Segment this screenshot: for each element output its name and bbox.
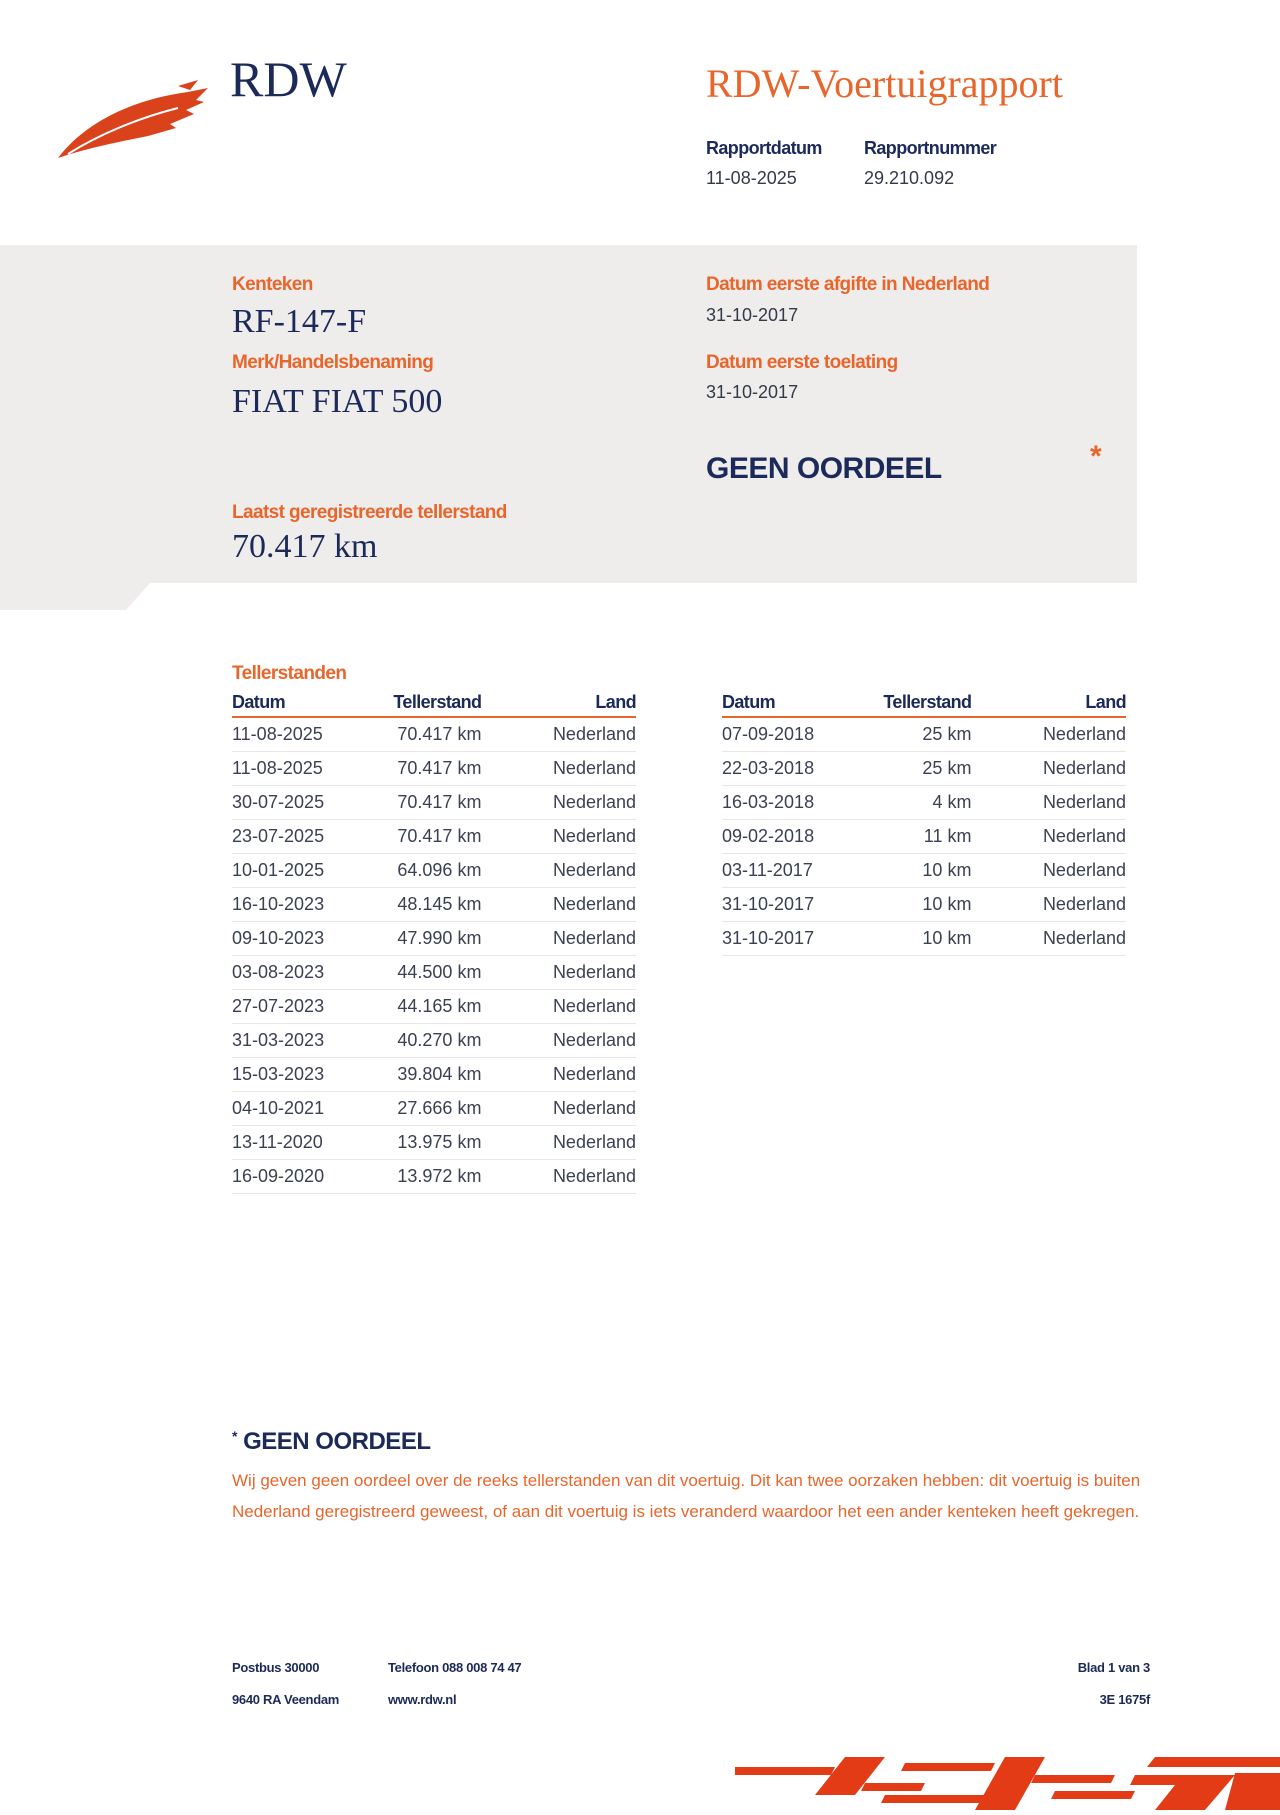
column-header-country: Land (527, 690, 636, 717)
cell-reading: 39.804 km (352, 1058, 527, 1092)
report-title: RDW-Voertuigrapport (706, 61, 1063, 106)
cell-date: 11-08-2025 (232, 717, 352, 752)
report-date-label: Rapportdatum (706, 138, 822, 158)
cell-date: 31-10-2017 (722, 888, 842, 922)
cell-country: Nederland (527, 820, 636, 854)
make-value: FIAT FIAT 500 (232, 383, 443, 420)
column-header-country: Land (1017, 690, 1126, 717)
cell-country: Nederland (527, 1024, 636, 1058)
table-row (232, 717, 636, 752)
cell-date: 22-03-2018 (722, 752, 842, 786)
cell-date: 11-08-2025 (232, 752, 352, 786)
cell-reading: 13.972 km (352, 1160, 527, 1194)
cell-date: 31-03-2023 (232, 1024, 352, 1058)
footnote-text: Wij geven geen oordeel over de reeks tellerstanden van dit voertuig. Dit kan twee oorzaken hebben: dit voertuig is buiten Nederland geregistreerd geweest, of aan dit voertuig is iets veranderd waardoor het een ander kenteken heeft gekregen. (232, 1471, 1141, 1521)
cell-date: 16-09-2020 (232, 1160, 352, 1194)
first-admission-label: Datum eerste toelating (706, 352, 898, 373)
verdict-marker: * (1090, 440, 1102, 473)
table-row (232, 956, 636, 990)
cell-date: 23-07-2025 (232, 820, 352, 854)
table-row (232, 786, 636, 820)
table-header-row (722, 690, 1126, 717)
cell-reading: 48.145 km (352, 888, 527, 922)
cell-country: Nederland (1017, 888, 1126, 922)
report-number-label: Rapportnummer (864, 138, 997, 158)
cell-country: Nederland (1017, 922, 1126, 956)
cell-reading: 4 km (842, 786, 1017, 820)
cell-country: Nederland (1017, 786, 1126, 820)
cell-date: 31-10-2017 (722, 922, 842, 956)
cell-date: 16-03-2018 (722, 786, 842, 820)
column-header-date: Datum (232, 690, 352, 717)
table-row (722, 786, 1126, 820)
cell-country: Nederland (527, 854, 636, 888)
cell-country: Nederland (527, 990, 636, 1024)
cell-country: Nederland (1017, 820, 1126, 854)
plate-number: RF-147-F (232, 303, 367, 340)
cell-country: Nederland (527, 1126, 636, 1160)
cell-date: 04-10-2021 (232, 1092, 352, 1126)
report-number: 29.210.092 (864, 168, 955, 188)
table-row (722, 752, 1126, 786)
cell-reading: 44.500 km (352, 956, 527, 990)
summary-panel-corner (0, 583, 150, 616)
table-row (232, 1092, 636, 1126)
footer-website-link[interactable]: www.rdw.nl (388, 1692, 457, 1707)
last-odometer-label: Laatst geregistreerde tellerstand (232, 502, 507, 523)
column-header-reading: Tellerstand (352, 690, 527, 717)
cell-country: Nederland (1017, 752, 1126, 786)
cell-date: 27-07-2023 (232, 990, 352, 1024)
cell-reading: 25 km (842, 717, 1017, 752)
plate-label: Kenteken (232, 274, 313, 295)
footer-address-line2: 9640 RA Veendam (232, 1692, 340, 1707)
cell-reading: 25 km (842, 752, 1017, 786)
table-row (232, 1058, 636, 1092)
table-row (722, 717, 1126, 752)
odometer-section-title: Tellerstanden (232, 663, 347, 684)
footer-phone: Telefoon 088 008 74 47 (388, 1660, 522, 1675)
cell-country: Nederland (1017, 717, 1126, 752)
cell-country: Nederland (527, 752, 636, 786)
cell-reading: 40.270 km (352, 1024, 527, 1058)
cell-date: 09-10-2023 (232, 922, 352, 956)
cell-date: 09-02-2018 (722, 820, 842, 854)
cell-date: 07-09-2018 (722, 717, 842, 752)
table-row (722, 854, 1126, 888)
footer-address-line1: Postbus 30000 (232, 1660, 320, 1675)
last-odometer: 70.417 km (232, 528, 378, 565)
brand-name: RDW (230, 51, 347, 107)
table-row (232, 922, 636, 956)
cell-country: Nederland (527, 786, 636, 820)
table-header-row (232, 690, 636, 717)
table-row (722, 820, 1126, 854)
table-row (232, 752, 636, 786)
first-issue-nl-label: Datum eerste afgifte in Nederland (706, 274, 990, 295)
table-row (232, 1024, 636, 1058)
footnote-title-text: GEEN OORDEEL (243, 1428, 431, 1455)
cell-date: 13-11-2020 (232, 1126, 352, 1160)
cell-reading: 10 km (842, 922, 1017, 956)
make-label: Merk/Handelsbenaming (232, 352, 434, 373)
odometer-table-right (722, 690, 1126, 956)
cell-reading: 10 km (842, 888, 1017, 922)
cell-date: 03-08-2023 (232, 956, 352, 990)
cell-date: 16-10-2023 (232, 888, 352, 922)
table-row (232, 854, 636, 888)
table-row (232, 1160, 636, 1194)
cell-country: Nederland (527, 1160, 636, 1194)
cell-reading: 70.417 km (352, 786, 527, 820)
cell-reading: 10 km (842, 854, 1017, 888)
table-row (232, 1126, 636, 1160)
cell-date: 03-11-2017 (722, 854, 842, 888)
cell-country: Nederland (527, 1058, 636, 1092)
footnote-marker: * (232, 1428, 237, 1444)
table-row (232, 820, 636, 854)
cell-date: 15-03-2023 (232, 1058, 352, 1092)
rdw-logo-icon (58, 80, 208, 167)
verdict: GEEN OORDEEL (706, 452, 942, 485)
odometer-table-left (232, 690, 636, 1194)
cell-reading: 13.975 km (352, 1126, 527, 1160)
cell-country: Nederland (527, 956, 636, 990)
cell-reading: 44.165 km (352, 990, 527, 1024)
report-date: 11-08-2025 (706, 168, 797, 188)
cell-reading: 47.990 km (352, 922, 527, 956)
cell-country: Nederland (527, 717, 636, 752)
footer-document-code: 3E 1675f (1099, 1692, 1150, 1707)
cell-reading: 27.666 km (352, 1092, 527, 1126)
cell-reading: 70.417 km (352, 752, 527, 786)
cell-country: Nederland (1017, 854, 1126, 888)
cell-reading: 70.417 km (352, 717, 527, 752)
first-admission: 31-10-2017 (706, 382, 799, 402)
footer-page-number: Blad 1 van 3 (1077, 1660, 1150, 1675)
cell-reading: 11 km (842, 820, 1017, 854)
cell-country: Nederland (527, 1092, 636, 1126)
cell-date: 10-01-2025 (232, 854, 352, 888)
column-header-reading: Tellerstand (842, 690, 1017, 717)
table-row (722, 922, 1126, 956)
table-row (232, 888, 636, 922)
cell-date: 30-07-2025 (232, 786, 352, 820)
column-header-date: Datum (722, 690, 842, 717)
cell-country: Nederland (527, 922, 636, 956)
cell-country: Nederland (527, 888, 636, 922)
cell-reading: 70.417 km (352, 820, 527, 854)
table-row (722, 888, 1126, 922)
first-issue-nl: 31-10-2017 (706, 305, 799, 325)
footnote-title (232, 1428, 430, 1456)
cell-reading: 64.096 km (352, 854, 527, 888)
decorative-stripes-icon (735, 1755, 1280, 1815)
table-row (232, 990, 636, 1024)
